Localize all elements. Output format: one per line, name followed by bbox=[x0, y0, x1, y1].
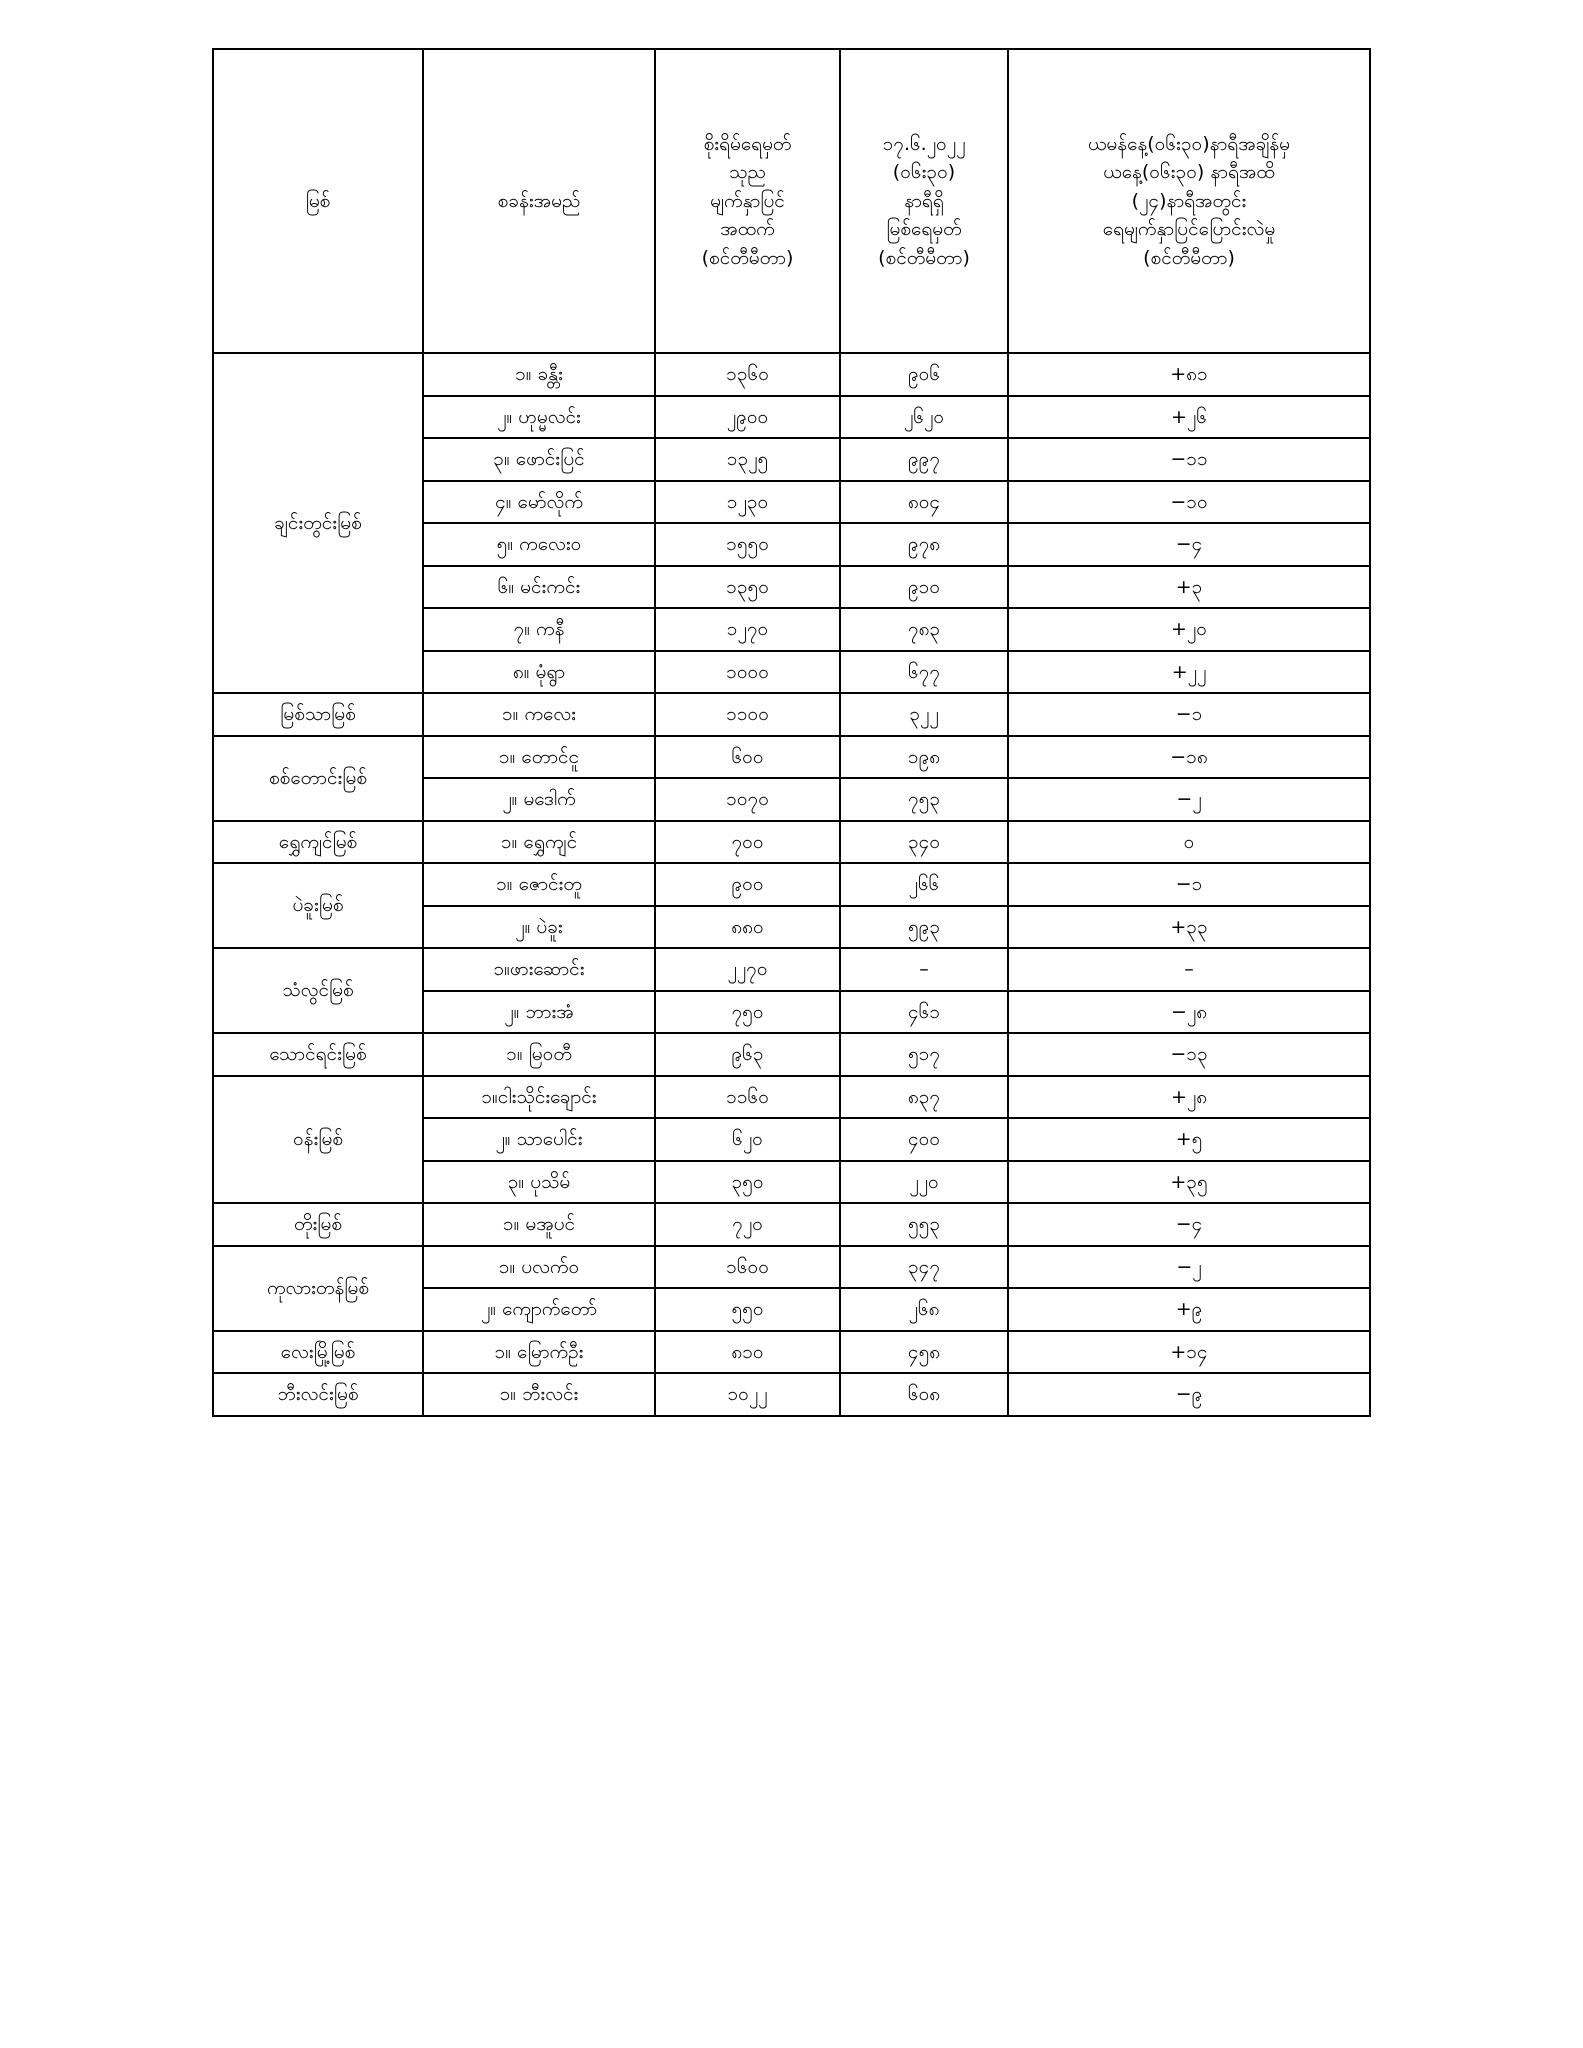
current-level-line-5: (စင်တီမီတာ) bbox=[878, 246, 970, 269]
change-cell: −၄ bbox=[1008, 1203, 1370, 1246]
danger-level-cell: ၈၁၀ bbox=[655, 1331, 840, 1374]
change-cell: – bbox=[1008, 948, 1370, 991]
current-level-cell: ၃၂၂ bbox=[840, 693, 1008, 736]
change-cell: −၂ bbox=[1008, 778, 1370, 821]
current-level-line-4: မြစ်ရေမှတ် bbox=[886, 218, 962, 241]
column-header-change bbox=[1008, 49, 1370, 353]
table-header-row bbox=[213, 49, 1370, 353]
station-name-cell: ၁။ ရွှေကျင် bbox=[423, 821, 655, 864]
change-cell: +၂၈ bbox=[1008, 1076, 1370, 1119]
current-level-cell: ၆၀၈ bbox=[840, 1373, 1008, 1416]
station-name-cell: ၁။ ဘီးလင်း bbox=[423, 1373, 655, 1416]
danger-level-line-3: မျက်နှာပြင် bbox=[710, 189, 785, 212]
river-name-cell: ရွှေကျင်မြစ် bbox=[213, 821, 423, 864]
station-name-cell: ၆။ မင်းကင်း bbox=[423, 566, 655, 609]
danger-level-cell: ၉၀၀ bbox=[655, 863, 840, 906]
change-cell: −၄ bbox=[1008, 523, 1370, 566]
danger-level-cell: ၇၂၀ bbox=[655, 1203, 840, 1246]
change-cell: −၁ bbox=[1008, 863, 1370, 906]
danger-level-cell: ၁၂၃၀ bbox=[655, 481, 840, 524]
river-name-cell: ဝန်းမြစ် bbox=[213, 1076, 423, 1204]
change-line-2: ယနေ့(၀၆း၃၀) နာရီအထိ bbox=[1103, 161, 1275, 184]
danger-level-cell: ၆၀၀ bbox=[655, 736, 840, 779]
change-cell: −၁ bbox=[1008, 693, 1370, 736]
change-cell: −၂၈ bbox=[1008, 991, 1370, 1034]
danger-level-cell: ၁၃၂၅ bbox=[655, 438, 840, 481]
danger-level-cell: ၁၃၅၀ bbox=[655, 566, 840, 609]
current-level-cell: ၁၉၈ bbox=[840, 736, 1008, 779]
current-level-cell: ၉၀၆ bbox=[840, 353, 1008, 396]
danger-level-line-4: အထက် bbox=[720, 218, 775, 241]
danger-level-cell: ၁၃၆၀ bbox=[655, 353, 840, 396]
station-name-cell: ၁။ ခန္တီး bbox=[423, 353, 655, 396]
station-name-cell: ၁။ ပလက်ဝ bbox=[423, 1246, 655, 1289]
table-row bbox=[213, 1331, 1370, 1374]
current-level-cell: ၄၆၁ bbox=[840, 991, 1008, 1034]
current-level-cell: ၅၁၇ bbox=[840, 1033, 1008, 1076]
station-name-cell: ၈။ မုံရွာ bbox=[423, 651, 655, 694]
table-row bbox=[213, 736, 1370, 779]
station-name-cell: ၁။ ဇောင်းတူ bbox=[423, 863, 655, 906]
danger-level-cell: ၇၅၀ bbox=[655, 991, 840, 1034]
station-name-cell: ၁။ မအူပင် bbox=[423, 1203, 655, 1246]
current-level-line-1: ၁၇.၆.၂၀၂၂ bbox=[882, 132, 966, 155]
river-name-cell: တိုးမြစ် bbox=[213, 1203, 423, 1246]
current-level-cell: ၄၅၈ bbox=[840, 1331, 1008, 1374]
station-name-cell: ၂။ မဒေါက် bbox=[423, 778, 655, 821]
current-level-cell: ၃၄၀ bbox=[840, 821, 1008, 864]
current-level-cell: ၂၆၂၀ bbox=[840, 396, 1008, 439]
river-name-cell: ဘီးလင်းမြစ် bbox=[213, 1373, 423, 1416]
station-name-cell: ၁။ မြောက်ဦး bbox=[423, 1331, 655, 1374]
station-name-cell: ၁။ ကလေး bbox=[423, 693, 655, 736]
change-cell: +၂၀ bbox=[1008, 608, 1370, 651]
change-cell: −၉ bbox=[1008, 1373, 1370, 1416]
column-header-current-level bbox=[840, 49, 1008, 353]
danger-level-line-5: (စင်တီမီတာ) bbox=[701, 246, 794, 269]
current-level-cell: ၈၃၇ bbox=[840, 1076, 1008, 1119]
current-level-line-3: နာရီရှိ bbox=[904, 189, 944, 212]
change-cell: +၈၁ bbox=[1008, 353, 1370, 396]
change-line-5: (စင်တီမီတာ) bbox=[1143, 246, 1235, 269]
danger-level-cell: ၁၀၂၂ bbox=[655, 1373, 840, 1416]
table-row bbox=[213, 1373, 1370, 1416]
current-level-cell: ၂၂၀ bbox=[840, 1161, 1008, 1204]
change-cell: −၂ bbox=[1008, 1246, 1370, 1289]
danger-level-cell: ၃၅၀ bbox=[655, 1161, 840, 1204]
danger-level-line-2: သုည bbox=[729, 161, 766, 184]
river-name-cell: ချင်းတွင်းမြစ် bbox=[213, 353, 423, 693]
current-level-line-2: (၀၆း၃၀) bbox=[892, 161, 956, 184]
current-level-cell: – bbox=[840, 948, 1008, 991]
station-name-cell: ၁။ တောင်ငူ bbox=[423, 736, 655, 779]
table-row bbox=[213, 863, 1370, 906]
change-line-4: ရေမျက်နှာပြင်ပြောင်းလဲမှု bbox=[1102, 218, 1276, 241]
table-row bbox=[213, 693, 1370, 736]
river-name-cell: သောင်ရင်းမြစ် bbox=[213, 1033, 423, 1076]
change-line-1: ယမန်နေ့(၀၆း၃၀)နာရီအချိန်မှ bbox=[1087, 132, 1291, 155]
change-line-3: (၂၄)နာရီအတွင်း bbox=[1131, 189, 1247, 212]
river-name-cell: ပဲခူးမြစ် bbox=[213, 863, 423, 948]
current-level-cell: ၂၆၆ bbox=[840, 863, 1008, 906]
current-level-cell: ၅၉၃ bbox=[840, 906, 1008, 949]
station-name-cell: ၁။ငါးသိုင်းချောင်း bbox=[423, 1076, 655, 1119]
table-row bbox=[213, 1203, 1370, 1246]
change-cell: −၁၈ bbox=[1008, 736, 1370, 779]
river-name-cell: ကုလားတန်မြစ် bbox=[213, 1246, 423, 1331]
table-row bbox=[213, 1033, 1370, 1076]
current-level-cell: ၂၆၈ bbox=[840, 1288, 1008, 1331]
current-level-cell: ၆၇၇ bbox=[840, 651, 1008, 694]
danger-level-line-1: စိုးရိမ်ရေမှတ် bbox=[703, 132, 792, 155]
station-name-cell: ၂။ ကျောက်တော် bbox=[423, 1288, 655, 1331]
table-row bbox=[213, 1076, 1370, 1119]
station-name-cell: ၃။ ပုသိမ် bbox=[423, 1161, 655, 1204]
danger-level-cell: ၉၆၃ bbox=[655, 1033, 840, 1076]
column-header-station: စခန်းအမည် bbox=[423, 49, 655, 353]
danger-level-cell: ၁၂၇၀ bbox=[655, 608, 840, 651]
change-cell: −၁၁ bbox=[1008, 438, 1370, 481]
water-level-table bbox=[212, 48, 1371, 1417]
station-name-cell: ၄။ မော်လိုက် bbox=[423, 481, 655, 524]
change-cell: +၁၄ bbox=[1008, 1331, 1370, 1374]
station-name-cell: ၂။ ဟုမ္မလင်း bbox=[423, 396, 655, 439]
change-cell: +၃၅ bbox=[1008, 1161, 1370, 1204]
change-cell: +၂၂ bbox=[1008, 651, 1370, 694]
danger-level-cell: ၇၀၀ bbox=[655, 821, 840, 864]
current-level-cell: ၅၅၃ bbox=[840, 1203, 1008, 1246]
station-name-cell: ၂။ ပဲခူး bbox=[423, 906, 655, 949]
table-body bbox=[213, 353, 1370, 1416]
current-level-cell: ၈၀၄ bbox=[840, 481, 1008, 524]
current-level-cell: ၇၈၃ bbox=[840, 608, 1008, 651]
danger-level-cell: ၂၉၀၀ bbox=[655, 396, 840, 439]
change-cell: −၁၀ bbox=[1008, 481, 1370, 524]
column-header-river: မြစ် bbox=[213, 49, 423, 353]
danger-level-cell: ၁၁၆၀ bbox=[655, 1076, 840, 1119]
station-name-cell: ၇။ ကနီ bbox=[423, 608, 655, 651]
danger-level-cell: ၁၀၀၀ bbox=[655, 651, 840, 694]
change-cell: −၁၃ bbox=[1008, 1033, 1370, 1076]
station-name-cell: ၅။ ကလေးဝ bbox=[423, 523, 655, 566]
table-row bbox=[213, 821, 1370, 864]
station-name-cell: ၃။ ဖောင်းပြင် bbox=[423, 438, 655, 481]
current-level-cell: ၃၄၇ bbox=[840, 1246, 1008, 1289]
danger-level-cell: ၁၁၀၀ bbox=[655, 693, 840, 736]
danger-level-cell: ၁၆၀၀ bbox=[655, 1246, 840, 1289]
danger-level-cell: ၁၅၅၀ bbox=[655, 523, 840, 566]
change-cell: +၃၃ bbox=[1008, 906, 1370, 949]
change-cell: +၉ bbox=[1008, 1288, 1370, 1331]
table-header bbox=[213, 49, 1370, 353]
table-row bbox=[213, 948, 1370, 991]
change-cell: ၀ bbox=[1008, 821, 1370, 864]
river-name-cell: သံလွင်မြစ် bbox=[213, 948, 423, 1033]
station-name-cell: ၂။ သာပေါင်း bbox=[423, 1118, 655, 1161]
station-name-cell: ၁။ မြဝတီ bbox=[423, 1033, 655, 1076]
river-name-cell: မြစ်သာမြစ် bbox=[213, 693, 423, 736]
current-level-cell: ၉၁၀ bbox=[840, 566, 1008, 609]
change-cell: +၅ bbox=[1008, 1118, 1370, 1161]
current-level-cell: ၉၉၇ bbox=[840, 438, 1008, 481]
river-name-cell: လေးမြို့မြစ် bbox=[213, 1331, 423, 1374]
danger-level-cell: ၁၀၇၀ bbox=[655, 778, 840, 821]
column-header-danger-level bbox=[655, 49, 840, 353]
station-name-cell: ၂။ ဘား‌အံ bbox=[423, 991, 655, 1034]
danger-level-cell: ၂၂၇၀ bbox=[655, 948, 840, 991]
change-cell: +၂၆ bbox=[1008, 396, 1370, 439]
danger-level-cell: ၈၈၀ bbox=[655, 906, 840, 949]
danger-level-cell: ၅၅၀ bbox=[655, 1288, 840, 1331]
change-cell: +၃ bbox=[1008, 566, 1370, 609]
current-level-cell: ၄၀၀ bbox=[840, 1118, 1008, 1161]
current-level-cell: ၉၇၈ bbox=[840, 523, 1008, 566]
station-name-cell: ၁။ဖားဆောင်း bbox=[423, 948, 655, 991]
danger-level-cell: ၆၂၀ bbox=[655, 1118, 840, 1161]
table-row bbox=[213, 1246, 1370, 1289]
river-name-cell: စစ်တောင်းမြစ် bbox=[213, 736, 423, 821]
current-level-cell: ၇၅၃ bbox=[840, 778, 1008, 821]
table-row bbox=[213, 353, 1370, 396]
